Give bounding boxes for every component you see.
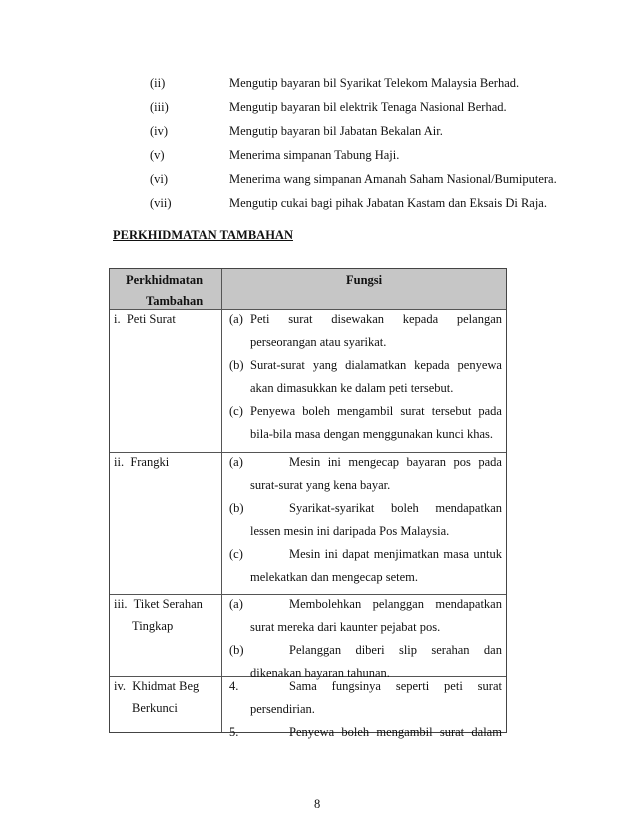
item-word: Mesin bbox=[289, 547, 321, 561]
item-marker: (b) bbox=[229, 358, 244, 372]
item-word: penyewa bbox=[457, 358, 502, 372]
item-word: serahan bbox=[431, 643, 470, 657]
item-text-line bbox=[289, 546, 502, 562]
item-word: yang bbox=[312, 358, 338, 372]
list-item-text: Mengutip bayaran bil Syarikat Telekom Malaysia Berhad. bbox=[229, 76, 520, 90]
item-word: Pelanggan bbox=[289, 643, 342, 657]
item-word: dapat bbox=[342, 547, 370, 561]
item-marker: (a) bbox=[229, 312, 243, 326]
item-word: Sama bbox=[289, 679, 317, 693]
item-word: tersebut bbox=[431, 404, 472, 418]
list-item-text: Mengutip bayaran bil elektrik Tenaga Nasional Berhad. bbox=[229, 100, 507, 114]
item-marker: 4. bbox=[229, 679, 239, 693]
item-word: boleh bbox=[390, 501, 419, 515]
item-word: dan bbox=[483, 643, 502, 657]
item-word: menjimatkan bbox=[373, 547, 440, 561]
column-divider bbox=[221, 269, 222, 732]
header-service-line1: Perkhidmatan bbox=[126, 273, 204, 287]
item-word: Membolehkan bbox=[289, 597, 362, 611]
item-word: masa bbox=[443, 547, 470, 561]
item-word: surat bbox=[477, 679, 502, 693]
list-item-text: Mengutip cukai bagi pihak Jabatan Kastam dan Eksais Di Raja. bbox=[229, 196, 547, 210]
list-item-number: (v) bbox=[150, 148, 165, 162]
item-marker: (c) bbox=[229, 547, 243, 561]
item-text-continued: surat-surat yang kena bayar. bbox=[250, 478, 391, 492]
item-word: Penyewa bbox=[289, 725, 335, 739]
item-word: pos bbox=[453, 455, 471, 469]
item-word: pada bbox=[478, 455, 502, 469]
item-word: Mesin bbox=[289, 455, 321, 469]
item-word: bayaran bbox=[406, 455, 447, 469]
item-word: diberi bbox=[355, 643, 385, 657]
item-word: dalam bbox=[471, 725, 502, 739]
list-item-number: (vi) bbox=[150, 172, 169, 186]
section-heading: PERKHIDMATAN TAMBAHAN bbox=[113, 228, 293, 242]
list-item-number: (iv) bbox=[150, 124, 169, 138]
item-word: pelanggan bbox=[372, 597, 424, 611]
item-word: Penyewa bbox=[250, 404, 296, 418]
item-text-continued: lessen mesin ini daripada Pos Malaysia. bbox=[250, 524, 450, 538]
item-word: mengambil bbox=[337, 404, 394, 418]
services-table bbox=[109, 268, 507, 739]
item-text-continued: akan dimasukkan ke dalam peti tersebut. bbox=[250, 381, 454, 395]
item-text-continued: melekatkan dan mengecap setem. bbox=[250, 570, 418, 584]
list-item-number: (iii) bbox=[150, 100, 169, 114]
service-name-continued: Tingkap bbox=[132, 619, 174, 633]
service-name: iii. Tiket Serahan bbox=[114, 597, 203, 611]
item-word: ini bbox=[324, 547, 338, 561]
item-word: kepada bbox=[414, 358, 450, 372]
item-word: mendapatkan bbox=[435, 501, 502, 515]
page-number: 8 bbox=[314, 797, 321, 811]
item-word: fungsinya bbox=[331, 679, 381, 693]
header-service-line2: Tambahan bbox=[146, 294, 204, 308]
item-text-line bbox=[289, 596, 502, 612]
item-text-line bbox=[289, 642, 502, 658]
item-word: mengecap bbox=[348, 455, 400, 469]
item-word: surat bbox=[439, 725, 465, 739]
header-divider bbox=[110, 309, 506, 310]
item-text-continued: persendirian. bbox=[250, 702, 315, 716]
item-word: Surat-surat bbox=[250, 358, 305, 372]
item-word: peti bbox=[444, 679, 463, 693]
service-name: i. Peti Surat bbox=[114, 312, 176, 326]
item-text-line bbox=[289, 500, 502, 516]
row-divider bbox=[110, 594, 506, 595]
item-word: dialamatkan bbox=[345, 358, 407, 372]
item-text-line bbox=[250, 403, 502, 419]
list-item-text: Menerima simpanan Tabung Haji. bbox=[229, 148, 400, 162]
item-word: pelangan bbox=[456, 312, 502, 326]
service-name: ii. Frangki bbox=[114, 455, 170, 469]
list-item-text: Mengutip bayaran bil Jabatan Bekalan Air. bbox=[229, 124, 443, 138]
item-word: boleh bbox=[302, 404, 330, 418]
item-text-line bbox=[289, 454, 502, 470]
item-word: ini bbox=[327, 455, 341, 469]
item-marker: (b) bbox=[229, 501, 244, 515]
item-text-continued: bila-bila masa dengan menggunakan kunci khas. bbox=[250, 427, 493, 441]
list-item-number: (ii) bbox=[150, 76, 166, 90]
item-word: boleh bbox=[341, 725, 370, 739]
item-word: kepada bbox=[402, 312, 439, 326]
item-marker: (a) bbox=[229, 455, 243, 469]
service-name: iv. Khidmat Beg bbox=[114, 679, 200, 693]
item-word: disewakan bbox=[331, 312, 384, 326]
item-text-continued: dikenakan bayaran tahunan. bbox=[250, 666, 390, 680]
item-word: Syarikat-syarikat bbox=[289, 501, 375, 515]
row-divider bbox=[110, 452, 506, 453]
item-word: untuk bbox=[473, 547, 502, 561]
item-text-continued: perseorangan atau syarikat. bbox=[250, 335, 387, 349]
item-word: mendapatkan bbox=[435, 597, 502, 611]
item-text-line bbox=[250, 357, 502, 373]
item-word: mengambil bbox=[376, 725, 433, 739]
item-word: surat bbox=[288, 312, 313, 326]
item-word: slip bbox=[398, 643, 418, 657]
list-item-text: Menerima wang simpanan Amanah Saham Nasional/Bumiputera. bbox=[229, 172, 557, 186]
header-function: Fungsi bbox=[346, 273, 383, 287]
item-marker: (b) bbox=[229, 643, 244, 657]
item-marker: (c) bbox=[229, 404, 243, 418]
item-text-line bbox=[250, 311, 502, 327]
item-word: Peti bbox=[250, 312, 270, 326]
item-text-line bbox=[289, 678, 502, 694]
service-name-continued: Berkunci bbox=[132, 701, 178, 715]
list-item-number: (vii) bbox=[150, 196, 172, 210]
item-marker: 5. bbox=[229, 725, 239, 739]
item-marker: (a) bbox=[229, 597, 243, 611]
item-text-continued: surat mereka dari kaunter pejabat pos. bbox=[250, 620, 441, 634]
item-word: pada bbox=[478, 404, 502, 418]
item-word: seperti bbox=[395, 679, 430, 693]
item-text-line bbox=[289, 724, 502, 740]
item-word: surat bbox=[400, 404, 425, 418]
